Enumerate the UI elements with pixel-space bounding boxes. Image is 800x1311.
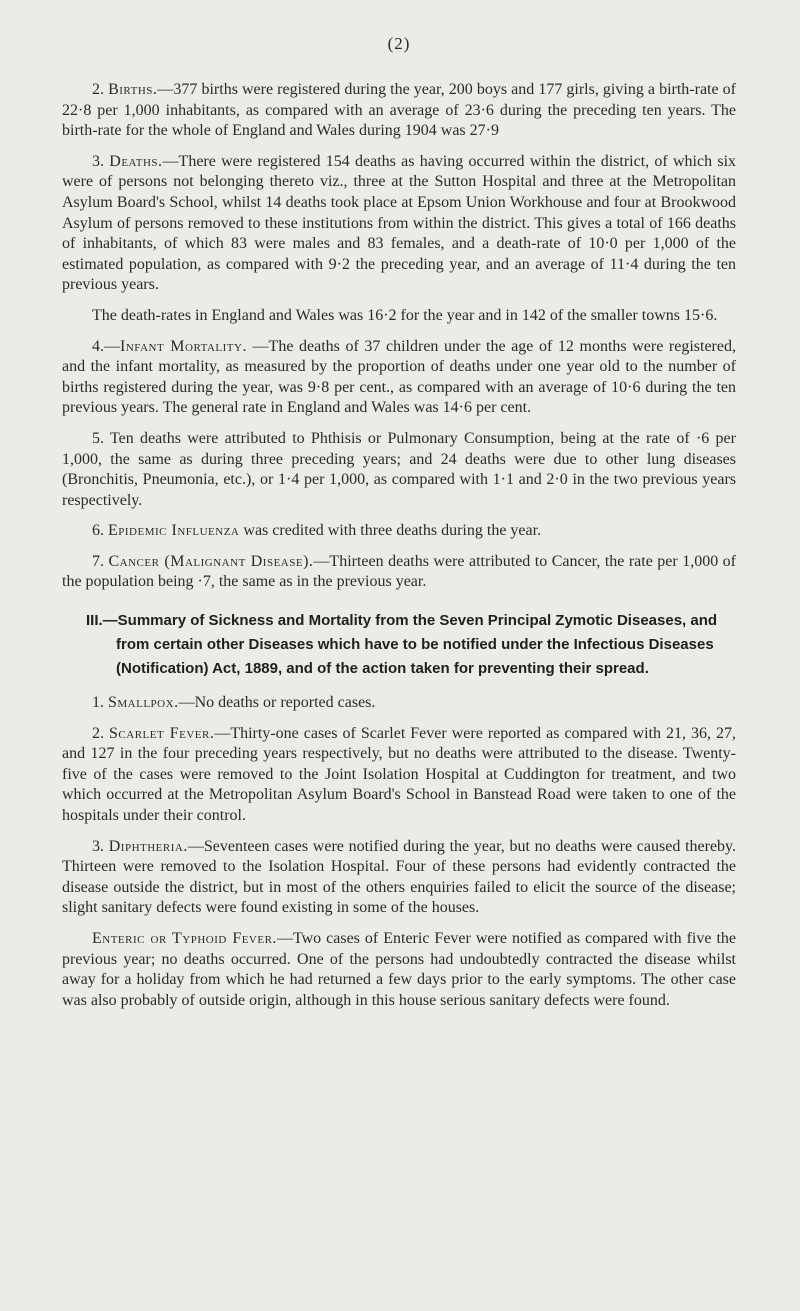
run-in-heading: Smallpox. [108,694,179,712]
paragraph-smallpox: 1. Smallpox.—No deaths or reported cases. [92,694,376,712]
run-in-heading: Deaths. [109,152,163,170]
paragraph-enteric-fever: Enteric or Typhoid Fever.—Two cases of Enteric Fever were notified as compared with five the previous year; no deaths occurred. One of the persons had undoubtedly contracted the disease whilst away for a holiday from which he had returned a few days prior to the early symptoms. The other case was also probably of outside origin, although in this house serious sanitary defects were found. [62,930,736,1009]
section-heading: III.—Summary of Sickness and Mortality from the Seven Principal Zymotic Diseases, and from certain other Diseases which have to be notified under the Infectious Diseases (Notification) Act, 1889, and of the action taken for preventing their spread. [86,612,718,678]
paragraph-death-rates-england: The death-rates in England and Wales was 16·2 for the year and in 142 of the smaller towns 15·6. [92,306,718,324]
run-in-heading: Infant Mortality. [120,337,247,355]
run-in-heading: Epidemic Influenza [108,522,240,540]
run-in-heading: Enteric or Typhoid Fever. [92,930,277,947]
paragraph-diphtheria: 3. Diphtheria.—Seventeen cases were notified during the year, but no deaths were caused thereby. Thirteen were removed to the Isolation Hospital. Four of these persons had evidently contracted the disease outside the district, but in most of the others enquiries failed to elicit the source of the disease; slight sanitary defects were found existing in some of the houses. [62,837,737,917]
run-in-heading: Diphtheria. [108,837,188,855]
paragraph-influenza: 6. Epidemic Influenza was credited with three deaths during the year. [92,522,542,540]
paragraph-deaths: 3. Deaths.—There were registered 154 deaths as having occurred within the district, of which six were of persons not belonging thereto viz., three at the Sutton Hospital and three at the Metropolitan Asylum Board's School, whilst 14 deaths took place at Epsom Union Workhouse and four at Brookwood Asylum of persons removed to these institutions from within the district. This gives a total of 166 deaths of inhabitants, of which 83 were males and 83 females, and a death-rate of 10·0 per 1,000 of the estimated population, as compared with 9·2 the preceding year, and an average of 11·4 during the ten previous years. [62,152,737,294]
run-in-heading: Scarlet Fever. [109,724,215,742]
paragraph-cancer: 7. Cancer (Malignant Disease).—Thirteen deaths were attributed to Cancer, the rate per 1,000 of the population being ·7, the same as in the previous year. [62,552,737,591]
paragraph-phthisis: 5. Ten deaths were attributed to Phthisis or Pulmonary Consumption, being at the rate of ·6 per 1,000, the same as during three preceding years; and 24 deaths were due to other lung diseases (Bronchitis, Pneumonia, etc.), or 1·4 per 1,000, as compared with 1·1 and 2·0 in the two previous years respectively. [62,429,736,509]
run-in-heading: Cancer (Malignant Disease). [108,552,314,570]
paragraph-scarlet-fever: 2. Scarlet Fever.—Thirty-one cases of Scarlet Fever were reported as compared with 21, 36, 27, and 127 in the four preceding years respectively, but no deaths were attributed to the disease. Twenty-five of the cases were removed to the Joint Isolation Hospital at Cuddington for treatment, and two which occurred at the Metropolitan Asylum Board's School in Banstead Road were taken to one of the hospitals under their control. [62,724,737,825]
page-number: (2) [387,34,411,53]
paragraph-infant-mortality: 4.—Infant Mortality. —The deaths of 37 children under the age of 12 months were registered, and the infant mortality, as measured by the proportion of deaths under one year old to the number of births registered during the year, was 9·8 per cent., as compared with an average of 10·6 during the ten previous years. The general rate in England and Wales was 14·6 per cent. [62,337,736,417]
run-in-heading: Births. [108,81,158,98]
paragraph-births: 2. Births.—377 births were registered during the year, 200 boys and 177 girls, giving a birth-rate of 22·8 per 1,000 inhabitants, as compared with an average of 23·6 during the preceding ten years. The birth-rate for the whole of England and Wales during 1904 was 27·9 [62,81,737,140]
